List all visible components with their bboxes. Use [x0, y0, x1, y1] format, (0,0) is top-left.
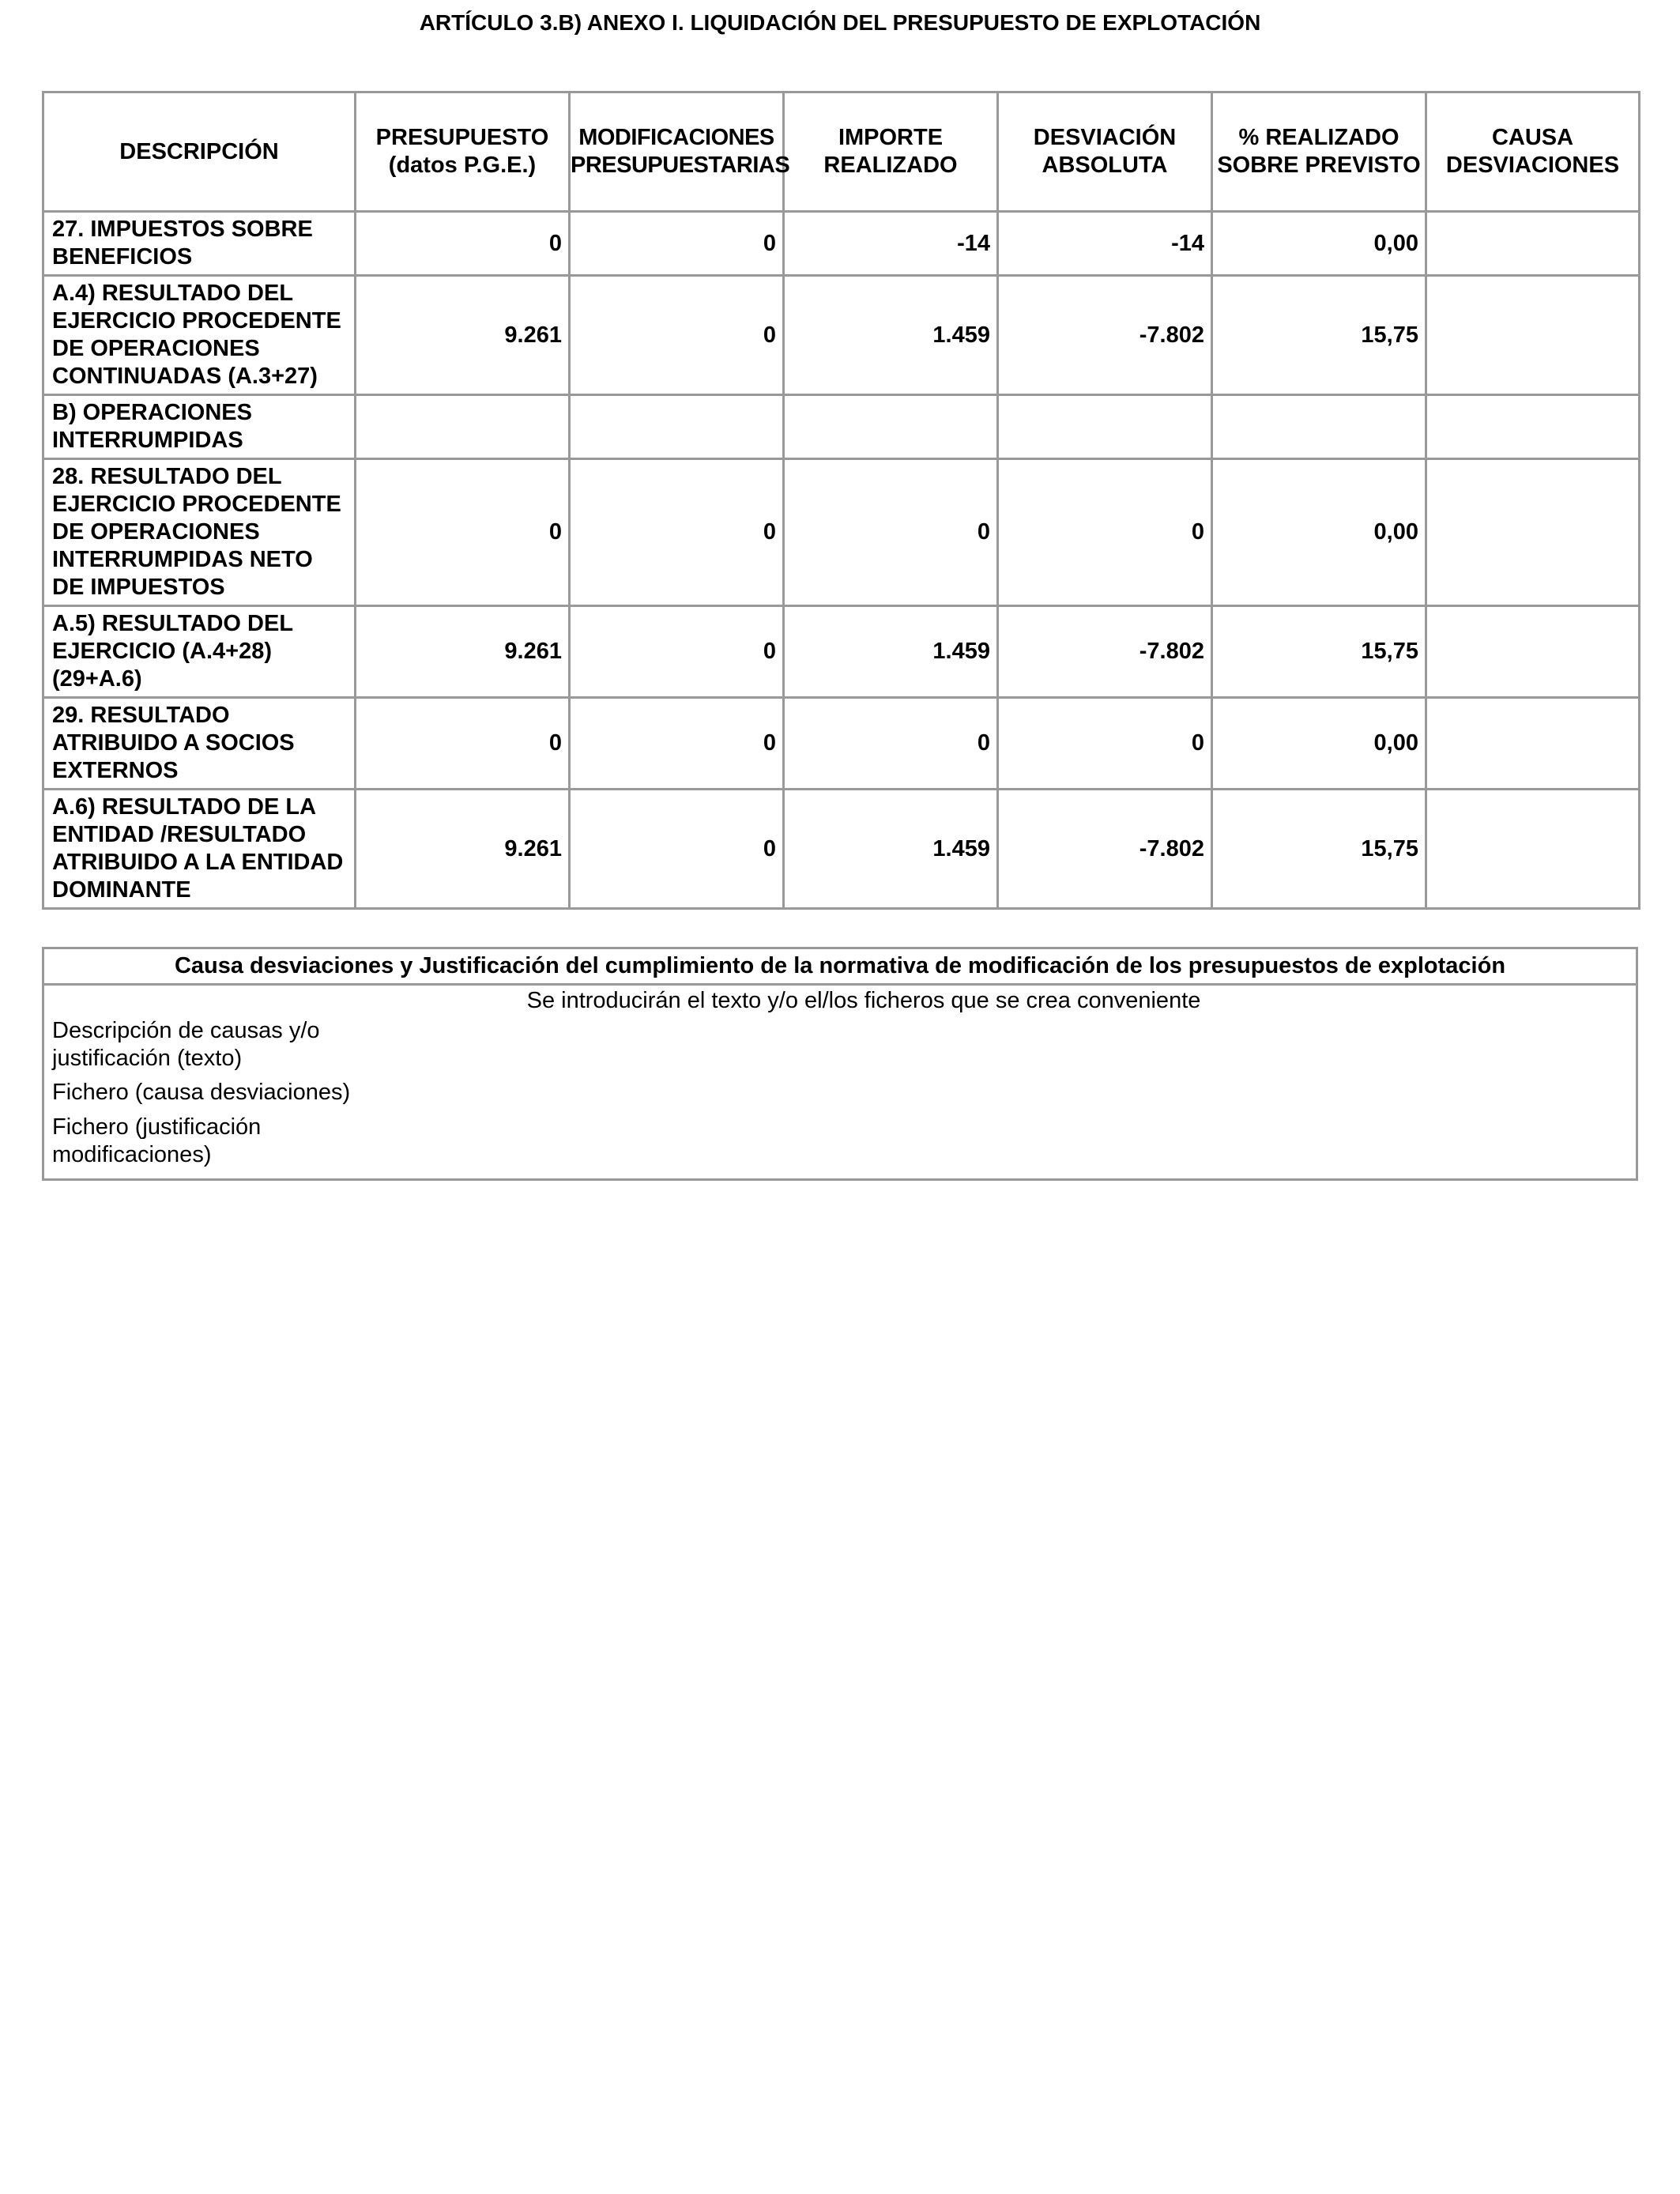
- row-modificaciones: 0: [570, 212, 784, 276]
- row-causa: [1426, 395, 1640, 459]
- page-title: ARTÍCULO 3.B) ANEXO I. LIQUIDACIÓN DEL PRESUPUESTO DE EXPLOTACIÓN: [419, 10, 1261, 35]
- row-modificaciones: 0: [570, 790, 784, 909]
- row-presupuesto: 0: [356, 212, 570, 276]
- row-desviacion: 0: [998, 459, 1212, 606]
- row-presupuesto: [356, 395, 570, 459]
- row-desviacion: -7.802: [998, 790, 1212, 909]
- row-descripcion: 28. RESULTADO DEL EJERCICIO PROCEDENTE DE OPERACIONES INTERRUMPIDAS NETO DE IMPUESTOS: [43, 459, 356, 606]
- table-row: [43, 790, 1640, 909]
- row-importe: 0: [784, 459, 998, 606]
- row-causa: [1426, 276, 1640, 395]
- row-importe: 1.459: [784, 276, 998, 395]
- row-desviacion: [998, 395, 1212, 459]
- row-modificaciones: [570, 395, 784, 459]
- row-causa: [1426, 606, 1640, 698]
- row-importe: 0: [784, 698, 998, 790]
- row-descripcion: 27. IMPUESTOS SOBRE BENEFICIOS: [43, 212, 356, 276]
- row-modificaciones: 0: [570, 606, 784, 698]
- budget-liquidation-table: [42, 91, 1640, 910]
- row-presupuesto: 9.261: [356, 606, 570, 698]
- table-row: [43, 212, 1640, 276]
- header-modificaciones: MODIFICACIONES PRESUPUESTARIAS: [570, 92, 784, 212]
- row-presupuesto: 0: [356, 459, 570, 606]
- justification-title: Causa desviaciones y Justificación del cumplimiento de la normativa de modificación de los presupuestos de explotación: [44, 949, 1636, 986]
- causa-file-label: Fichero (causa desviaciones): [52, 1080, 351, 1105]
- row-modificaciones: 0: [570, 276, 784, 395]
- table-row: [43, 606, 1640, 698]
- row-desviacion: 0: [998, 698, 1212, 790]
- modificaciones-file-label: Fichero (justificación modificaciones): [52, 1114, 262, 1167]
- row-porcentaje: 0,00: [1212, 459, 1426, 606]
- row-descripcion: A.6) RESULTADO DE LA ENTIDAD /RESULTADO ATRIBUIDO A LA ENTIDAD DOMINANTE: [43, 790, 356, 909]
- row-causa: [1426, 698, 1640, 790]
- row-importe: [784, 395, 998, 459]
- header-causa: CAUSA DESVIACIONES: [1426, 92, 1640, 212]
- row-descripcion: A.5) RESULTADO DEL EJERCICIO (A.4+28) (29+A.6): [43, 606, 356, 698]
- row-porcentaje: [1212, 395, 1426, 459]
- header-desviacion: DESVIACIÓN ABSOLUTA: [998, 92, 1212, 212]
- row-porcentaje: 0,00: [1212, 212, 1426, 276]
- table-row: [43, 395, 1640, 459]
- table-header-row: [43, 92, 1640, 212]
- row-causa: [1426, 212, 1640, 276]
- justification-text-label: Descripción de causas y/o justificación (texto): [52, 1018, 320, 1071]
- header-presupuesto-label: PRESUPUESTO (datos P.G.E.): [375, 125, 549, 178]
- justification-box: [42, 947, 1638, 1181]
- row-porcentaje: 0,00: [1212, 698, 1426, 790]
- row-descripcion: A.4) RESULTADO DEL EJERCICIO PROCEDENTE DE OPERACIONES CONTINUADAS (A.3+27): [43, 276, 356, 395]
- row-descripcion: 29. RESULTADO ATRIBUIDO A SOCIOS EXTERNOS: [43, 698, 356, 790]
- row-porcentaje: 15,75: [1212, 276, 1426, 395]
- header-descripcion: DESCRIPCIÓN: [43, 92, 356, 212]
- table-row: [43, 459, 1640, 606]
- row-modificaciones: 0: [570, 459, 784, 606]
- justification-note: Se introducirán el texto y/o el/los ficheros que se crea conveniente: [526, 988, 1201, 1013]
- row-presupuesto: 9.261: [356, 790, 570, 909]
- header-porcentaje: % REALIZADO SOBRE PREVISTO: [1212, 92, 1426, 212]
- row-importe: -14: [784, 212, 998, 276]
- row-causa: [1426, 790, 1640, 909]
- row-importe: 1.459: [784, 790, 998, 909]
- header-presupuesto: [356, 92, 570, 212]
- row-desviacion: -7.802: [998, 606, 1212, 698]
- table-row: [43, 276, 1640, 395]
- row-descripcion: B) OPERACIONES INTERRUMPIDAS: [43, 395, 356, 459]
- row-desviacion: -14: [998, 212, 1212, 276]
- row-importe: 1.459: [784, 606, 998, 698]
- table-row: [43, 698, 1640, 790]
- row-porcentaje: 15,75: [1212, 790, 1426, 909]
- row-causa: [1426, 459, 1640, 606]
- header-importe: IMPORTE REALIZADO: [784, 92, 998, 212]
- row-presupuesto: 0: [356, 698, 570, 790]
- row-modificaciones: 0: [570, 698, 784, 790]
- row-porcentaje: 15,75: [1212, 606, 1426, 698]
- row-presupuesto: 9.261: [356, 276, 570, 395]
- row-desviacion: -7.802: [998, 276, 1212, 395]
